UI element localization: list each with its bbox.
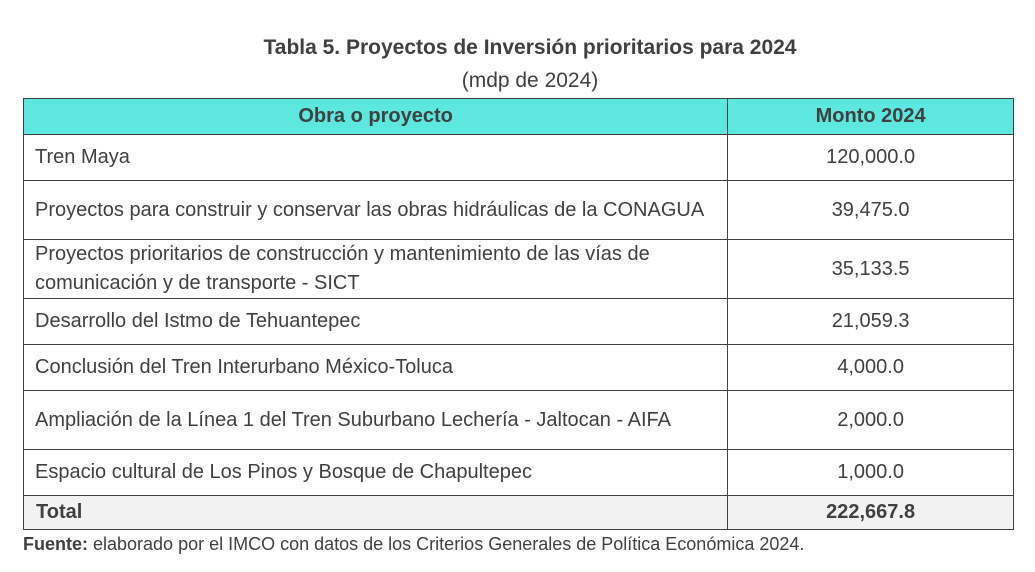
table-row: [24, 450, 1014, 496]
amount-cell: 2,000.0: [728, 391, 1014, 450]
amount-cell: 21,059.3: [728, 299, 1014, 345]
project-name-cell: Ampliación de la Línea 1 del Tren Suburbano Lechería - Jaltocan - AIFA: [24, 391, 728, 450]
table-row: [24, 181, 1014, 240]
project-name-cell: Espacio cultural de Los Pinos y Bosque de Chapultepec: [24, 450, 728, 496]
investment-projects-table: [23, 98, 1014, 530]
table-row: [24, 299, 1014, 345]
amount-cell: 39,475.0: [728, 181, 1014, 240]
table-row: [24, 240, 1014, 299]
amount-cell: 4,000.0: [728, 345, 1014, 391]
table-subtitle: (mdp de 2024): [461, 69, 599, 92]
column-header-amount: Monto 2024: [728, 99, 1014, 135]
table-row: [24, 391, 1014, 450]
project-name-cell: Desarrollo del Istmo de Tehuantepec: [24, 299, 728, 345]
project-name-cell: Tren Maya: [24, 135, 728, 181]
column-header-project: Obra o proyecto: [24, 99, 728, 135]
total-label: Total: [24, 496, 728, 530]
table-row: [24, 135, 1014, 181]
project-name-cell: Conclusión del Tren Interurbano México-Toluca: [24, 345, 728, 391]
source-note: [23, 532, 804, 556]
total-amount: 222,667.8: [728, 496, 1014, 530]
table-header-row: [24, 99, 1014, 135]
project-name-cell: Proyectos para construir y conservar las obras hidráulicas de la CONAGUA: [24, 181, 728, 240]
total-row: [24, 496, 1014, 530]
amount-cell: 1,000.0: [728, 450, 1014, 496]
table-title: Tabla 5. Proyectos de Inversión prioritarios para 2024: [263, 36, 797, 59]
project-name-cell: Proyectos prioritarios de construcción y mantenimiento de las vías de comunicación y de transporte - SICT: [24, 240, 728, 299]
table-row: [24, 345, 1014, 391]
amount-cell: 120,000.0: [728, 135, 1014, 181]
source-label: Fuente:: [23, 534, 88, 554]
amount-cell: 35,133.5: [728, 240, 1014, 299]
source-text: elaborado por el IMCO con datos de los Criterios Generales de Política Económica 2024.: [88, 534, 805, 554]
